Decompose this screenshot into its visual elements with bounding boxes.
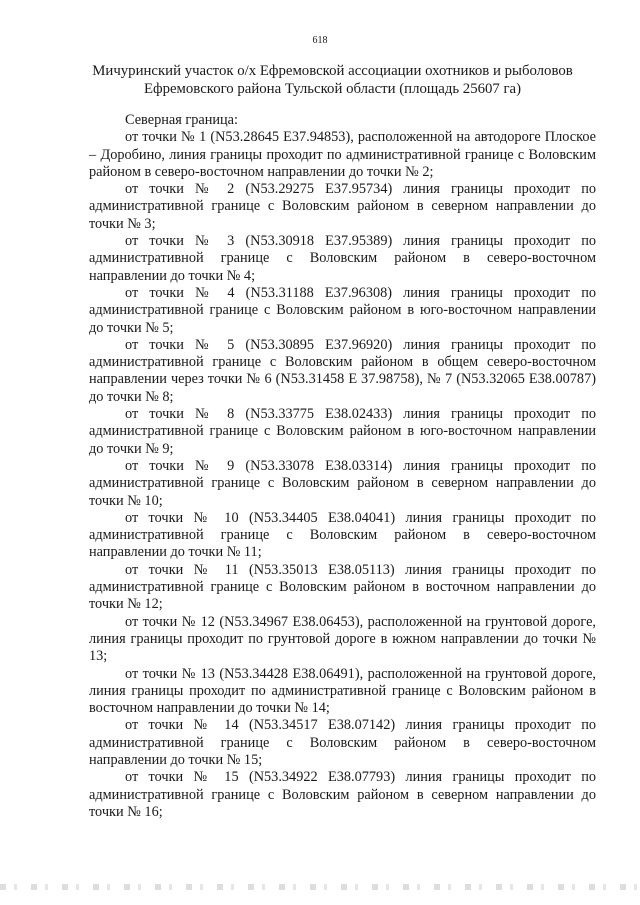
- boundary-paragraph: от точки № 10 (N53.34405 E38.04041) линия границы проходит по административной границе с Воловским районом в северо-восточном направлении до точки № 11;: [89, 509, 596, 561]
- boundary-paragraph: от точки № 5 (N53.30895 E37.96920) линия границы проходит по административной границе с Воловским районом в общем северо-восточном направлении через точки № 6 (N53.31458 E 37.98758), № 7 (N53.32065 E38.00787) до точки № 8;: [89, 336, 596, 405]
- section-heading: Северная граница:: [125, 112, 238, 128]
- document-title: Мичуринский участок о/х Ефремовской ассоциации охотников и рыболовов Ефремовского района Тульской области (площадь 25607 га): [92, 63, 573, 97]
- boundary-paragraph: от точки № 8 (N53.33775 E38.02433) линия границы проходит по административной границе с Воловским районом в юго-восточном направлении до точки № 9;: [89, 406, 596, 457]
- boundary-paragraph: от точки № 12 (N53.34967 E38.06453), расположенной на грунтовой дороге, линия границы проходит по грунтовой дороге в южном направлении до точки № 13;: [89, 613, 596, 665]
- boundary-paragraph: от точки № 13 (N53.34428 E38.06491), расположенной на грунтовой дороге, линия границы проходит по административной границе с Воловским районом в восточном направлении до точки № 14;: [89, 665, 596, 717]
- boundary-paragraph: от точки № 11 (N53.35013 E38.05113) линия границы проходит по административной границе с Воловским районом в восточном направлении до точки № 12;: [89, 561, 596, 613]
- boundary-paragraph: от точки № 2 (N53.29275 E37.95734) линия границы проходит по административной границе с Воловским районом в северном направлении до точки № 3;: [89, 181, 596, 232]
- scan-artifact-line: [0, 884, 640, 890]
- boundary-paragraph: от точки № 4 (N53.31188 E37.96308) линия границы проходит по административной границе с Воловским районом в юго-восточном направлении до точки № 5;: [89, 284, 596, 336]
- page-number: 618: [312, 35, 328, 46]
- document-body: [89, 112, 596, 821]
- boundary-paragraph: от точки № 3 (N53.30918 E37.95389) линия границы проходит по административной границе с Воловским районом в северо-восточном направлении до точки № 4;: [89, 233, 596, 284]
- boundary-paragraph: от точки № 1 (N53.28645 E37.94853), расположенной на автодороге Плоское – Доробино, линия границы проходит по административной границе с Воловским районом в северо-восточном направлении до точки № 2;: [89, 129, 596, 180]
- boundary-paragraph: от точки № 15 (N53.34922 E38.07793) линия границы проходит по административной границе с Воловским районом в северном направлении до точки № 16;: [89, 769, 596, 820]
- boundary-paragraph: от точки № 14 (N53.34517 E38.07142) линия границы проходит по административной границе с Воловским районом в северо-восточном направлении до точки № 15;: [89, 717, 596, 768]
- boundary-paragraph: от точки № 9 (N53.33078 E38.03314) линия границы проходит по административной границе с Воловским районом в северном направлении до точки № 10;: [89, 457, 596, 509]
